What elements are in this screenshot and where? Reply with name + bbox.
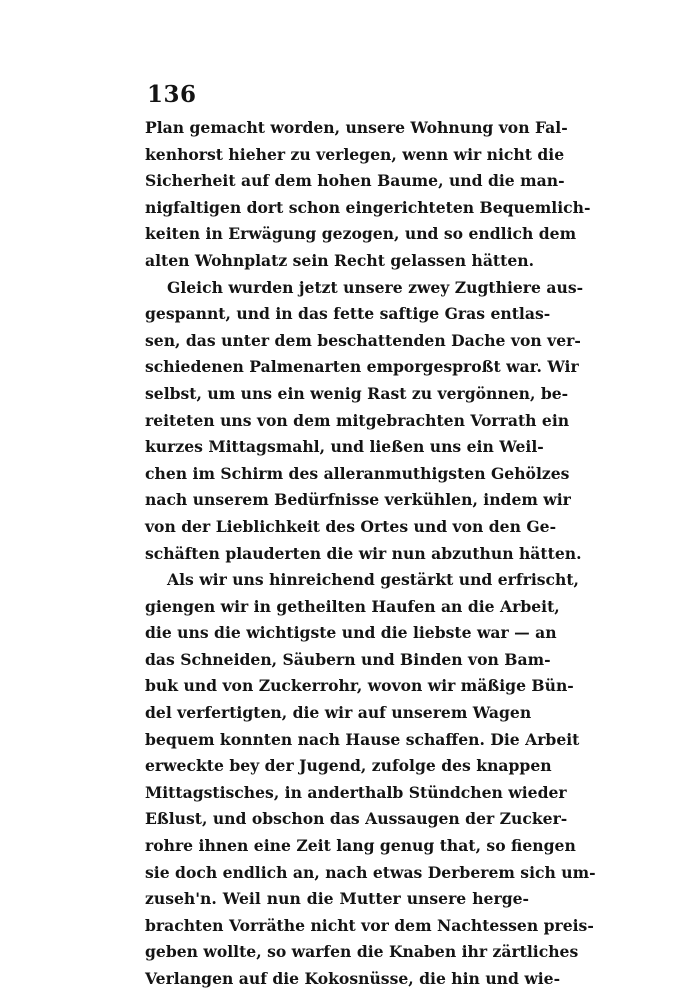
text-line: Plan gemacht worden, unsere Wohnung von Fal- [145, 118, 568, 137]
text-line: zuseh'n. Weil nun die Mutter unsere herge- [145, 889, 529, 909]
page-number: 136 [147, 81, 197, 108]
text-line: geben wollte, so warfen die Knaben ihr zärtliches [145, 942, 579, 962]
text-line: von der Lieblichkeit des Ortes und von den Ge- [145, 516, 557, 536]
text-line: giengen wir in getheilten Haufen an die Arbeit, [145, 596, 560, 616]
text-line: Als wir uns hinreichend gestärkt und erfrischt, [167, 570, 579, 590]
text-line: schiedenen Palmenarten emporgesproßt war. Wir [145, 357, 579, 377]
text-line: rohre ihnen eine Zeit lang genug that, so fiengen [145, 836, 576, 856]
text-line: Mittagstisches, in anderthalb Stündchen wieder [145, 782, 567, 802]
text-line: schäften plauderten die wir nun abzuthun hätten. [145, 543, 582, 563]
text-line: alten Wohnplatz sein Recht gelassen hätten. [145, 250, 535, 270]
text-line: die uns die wichtigste und die liebste war — an [145, 623, 557, 643]
text-line: nigfaltigen dort schon eingerichteten Bequemlich- [145, 197, 591, 217]
text-line: erweckte bey der Jugend, zufolge des knappen [145, 756, 552, 776]
text-line: Gleich wurden jetzt unsere zwey Zugthiere aus- [167, 277, 584, 297]
text-line: sen, das unter dem beschattenden Dache von ver- [145, 330, 581, 350]
text-line: bequem konnten nach Hause schaffen. Die Arbeit [145, 729, 580, 749]
text-line: Verlangen auf die Kokosnüsse, die hin und wie- [145, 969, 561, 988]
text-line: selbst, um uns ein wenig Rast zu vergönnen, be- [145, 383, 569, 403]
text-line: buk und von Zuckerrohr, wovon wir mäßige Bün- [145, 676, 574, 696]
text-line: sie doch endlich an, nach etwas Derberem sich um- [145, 862, 596, 882]
text-line: chen im Schirm des alleranmuthigsten Gehölzes [145, 463, 570, 483]
text-line: del verfertigten, die wir auf unserem Wagen [145, 703, 532, 723]
text-line: kurzes Mittagsmahl, und ließen uns ein Weil- [145, 437, 544, 457]
text-line: kenhorst hieher zu verlegen, wenn wir nicht die [145, 144, 565, 164]
text-line: gespannt, und in das fette saftige Gras entlas- [145, 304, 551, 324]
text-line: das Schneiden, Säubern und Binden von Bam- [145, 649, 551, 669]
text-line: Sicherheit auf dem hohen Baume, und die man- [145, 171, 565, 191]
text-line: brachten Vorräthe nicht vor dem Nachtessen preis- [145, 915, 594, 935]
text-line: keiten in Erwägung gezogen, und so endlich dem [145, 224, 577, 244]
text-line: reiteten uns von dem mitgebrachten Vorrath ein [145, 410, 570, 430]
text-line: nach unserem Bedürfnisse verkühlen, indem wir [145, 490, 571, 510]
body-text [145, 115, 596, 993]
text-line: Eßlust, und obschon das Aussaugen der Zucker- [145, 809, 568, 829]
